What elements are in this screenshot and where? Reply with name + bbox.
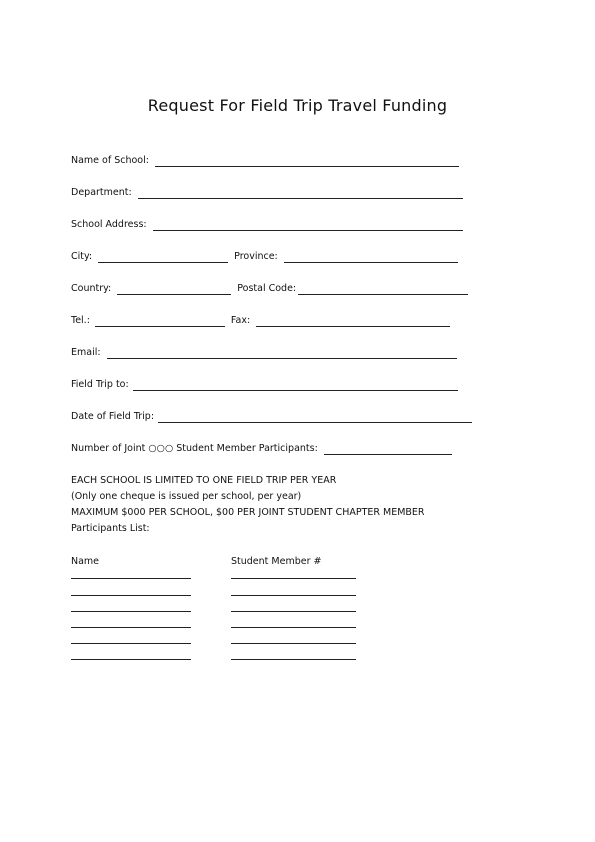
school-address-row <box>71 215 463 231</box>
school-name-row <box>71 151 459 167</box>
department-label: Department: <box>71 187 132 198</box>
city-label: City: <box>71 251 93 262</box>
member-number-column-header: Student Member # <box>231 556 322 567</box>
email-row <box>71 343 457 359</box>
participant-name-line[interactable] <box>71 595 191 596</box>
field-trip-date-field[interactable] <box>158 410 472 423</box>
tel-field[interactable] <box>95 314 225 327</box>
school-name-field[interactable] <box>155 154 459 167</box>
participant-name-line[interactable] <box>71 643 191 644</box>
participant-name-line[interactable] <box>71 578 191 579</box>
field-trip-to-field[interactable] <box>133 378 458 391</box>
name-column-header: Name <box>71 556 100 567</box>
field-trip-to-label: Field Trip to: <box>71 379 129 390</box>
page-title: Request For Field Trip Travel Funding <box>147 96 448 115</box>
participant-member-line[interactable] <box>231 578 356 579</box>
participant-member-line[interactable] <box>231 595 356 596</box>
country-postal-row <box>71 279 468 295</box>
postal-code-field[interactable] <box>298 282 468 295</box>
participant-name-line[interactable] <box>71 627 191 628</box>
limit-note: EACH SCHOOL IS LIMITED TO ONE FIELD TRIP PER YEAR <box>71 475 337 486</box>
participants-count-row <box>71 439 452 455</box>
participant-name-line[interactable] <box>71 611 191 612</box>
country-field[interactable] <box>117 282 231 295</box>
city-field[interactable] <box>98 250 228 263</box>
participants-count-label: Number of Joint ○○○ Student Member Participants: <box>71 443 318 454</box>
email-field[interactable] <box>107 346 457 359</box>
maximum-note: MAXIMUM $000 PER SCHOOL, $00 PER JOINT STUDENT CHAPTER MEMBER <box>71 507 425 518</box>
province-field[interactable] <box>284 250 458 263</box>
participant-member-line[interactable] <box>231 611 356 612</box>
participants-count-field[interactable] <box>324 442 452 455</box>
email-label: Email: <box>71 347 101 358</box>
participants-list-heading: Participants List: <box>71 523 150 534</box>
school-address-field[interactable] <box>153 218 463 231</box>
field-trip-date-label: Date of Field Trip: <box>71 411 155 422</box>
tel-label: Tel.: <box>71 315 90 326</box>
participant-member-line[interactable] <box>231 659 356 660</box>
participant-member-line[interactable] <box>231 627 356 628</box>
fax-field[interactable] <box>256 314 450 327</box>
department-field[interactable] <box>138 186 463 199</box>
tel-fax-row <box>71 311 450 327</box>
field-trip-date-row <box>71 407 472 423</box>
participant-name-line[interactable] <box>71 659 191 660</box>
department-row <box>71 183 463 199</box>
province-label: Province: <box>234 251 278 262</box>
school-name-label: Name of School: <box>71 155 149 166</box>
postal-code-label: Postal Code: <box>237 283 297 294</box>
school-address-label: School Address: <box>71 219 147 230</box>
participant-member-line[interactable] <box>231 643 356 644</box>
cheque-note: (Only one cheque is issued per school, per year) <box>71 491 302 502</box>
country-label: Country: <box>71 283 112 294</box>
field-trip-to-row <box>71 375 458 391</box>
city-province-row <box>71 247 458 263</box>
fax-label: Fax: <box>230 315 251 326</box>
